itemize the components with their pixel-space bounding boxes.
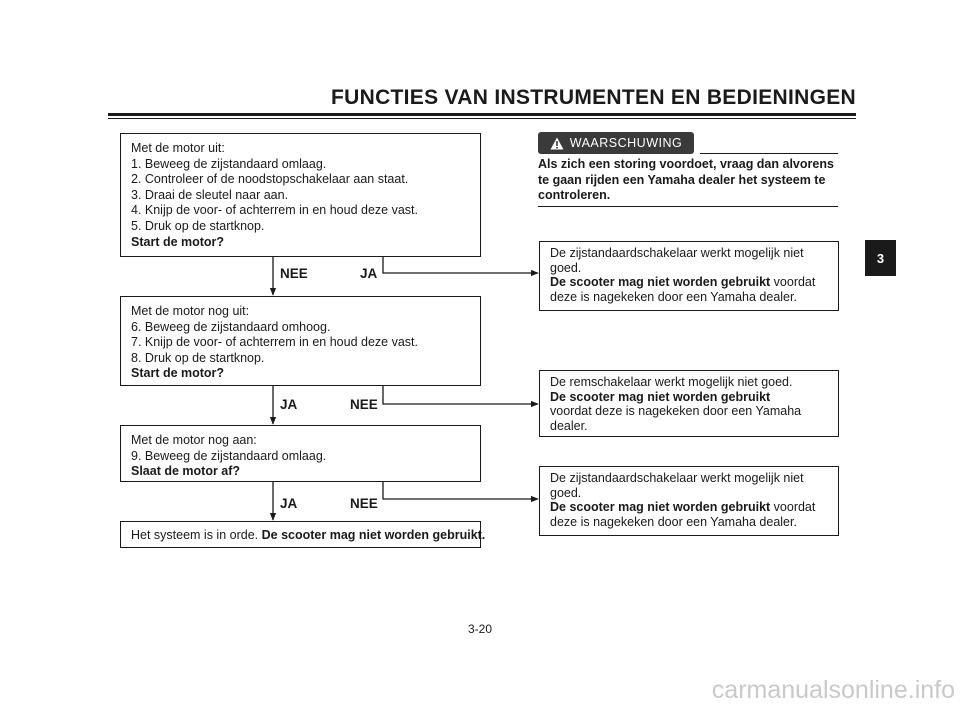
result-bold: De scooter mag niet worden gebruikt [550, 500, 771, 515]
warning-text: Als zich een storing voordoet, vraag dan alvorens te gaan rijden een Yamaha dealer het systeem te controleren. [538, 157, 834, 203]
flow-text-line: 3. Draai de sleutel naar aan. [131, 187, 289, 202]
flow-text-line: 1. Beweeg de zijstandaard omlaag. [131, 156, 327, 171]
arrow-box1-to-result1 [383, 256, 538, 273]
flow-box-step-1-5 [120, 133, 481, 257]
warning-rule-top [700, 153, 838, 154]
flow-text-line: 5. Druk op de startknop. [131, 218, 265, 233]
flow-text-line: 4. Knijp de voor- of achterrem in en houd deze vast. [131, 203, 418, 218]
result-bold: De scooter mag niet worden gebruikt [550, 275, 771, 290]
flow-text-line: Met de motor nog aan: [131, 433, 257, 447]
result-box-brake [539, 370, 839, 437]
result-bold: De scooter mag niet worden gebruikt [550, 389, 771, 404]
warning-badge [538, 132, 694, 154]
flow-question: Slaat de motor af? [131, 464, 241, 479]
flow-label-nee: NEE [350, 496, 378, 511]
flow-box-step-6-8 [120, 296, 481, 386]
arrow-box2-to-result2 [383, 385, 538, 404]
system-ok-bold: De scooter mag niet worden gebruikt. [261, 528, 486, 542]
flow-box-system-ok [120, 521, 486, 548]
arrow-box3-to-result3 [383, 481, 538, 499]
result-rest: voordat deze is nagekeken door een Yamaha dealer. [550, 275, 816, 304]
flow-text-line: 9. Beweeg de zijstandaard omlaag. [131, 448, 327, 463]
flow-text-line: 6. Beweeg de zijstandaard omhoog. [131, 319, 331, 334]
result-line: De zijstandaardschakelaar werkt mogelijk niet goed. [550, 471, 804, 500]
result-box-sidestand-2 [539, 466, 839, 536]
flow-label-ja: JA [280, 397, 298, 412]
result-rest: voordat deze is nagekeken door een Yamaha dealer. [550, 404, 802, 433]
watermark: carmanualsonline.info [711, 676, 955, 704]
result-line [550, 275, 828, 304]
result-line: De remschakelaar werkt mogelijk niet goed. [550, 375, 793, 389]
flow-label-ja: JA [360, 266, 378, 281]
page-number: 3-20 [467, 622, 493, 636]
chapter-tab: 3 [865, 240, 896, 276]
flow-text-line: 2. Controleer of de noodstopschakelaar aan staat. [131, 172, 409, 187]
result-rest: voordat deze is nagekeken door een Yamaha dealer. [550, 500, 816, 529]
flow-question: Start de motor? [131, 366, 225, 381]
result-box-sidestand-1 [539, 241, 839, 311]
flow-label-nee: NEE [350, 397, 378, 412]
system-ok-text: Het systeem is in orde. [131, 528, 259, 542]
flow-text-line: Met de motor nog uit: [131, 304, 250, 318]
flow-question: Start de motor? [131, 234, 225, 249]
flow-text-line: Met de motor uit: [131, 141, 225, 155]
page-title: FUNCTIES VAN INSTRUMENTEN EN BEDIENINGEN [331, 86, 856, 109]
result-line: De zijstandaardschakelaar werkt mogelijk niet goed. [550, 246, 804, 275]
flow-label-ja: JA [280, 496, 298, 511]
warning-label: WAARSCHUWING [569, 136, 683, 150]
flow-text-line: 8. Druk op de startknop. [131, 350, 265, 365]
result-line [550, 500, 828, 529]
flow-box-step-9 [120, 425, 481, 482]
flow-text-line [131, 528, 486, 544]
warning-triangle-icon [550, 137, 564, 150]
flow-text-line: 7. Knijp de voor- of achterrem in en houd deze vast. [131, 335, 418, 350]
flow-label-nee: NEE [280, 266, 308, 281]
warning-rule-bottom [538, 206, 838, 207]
